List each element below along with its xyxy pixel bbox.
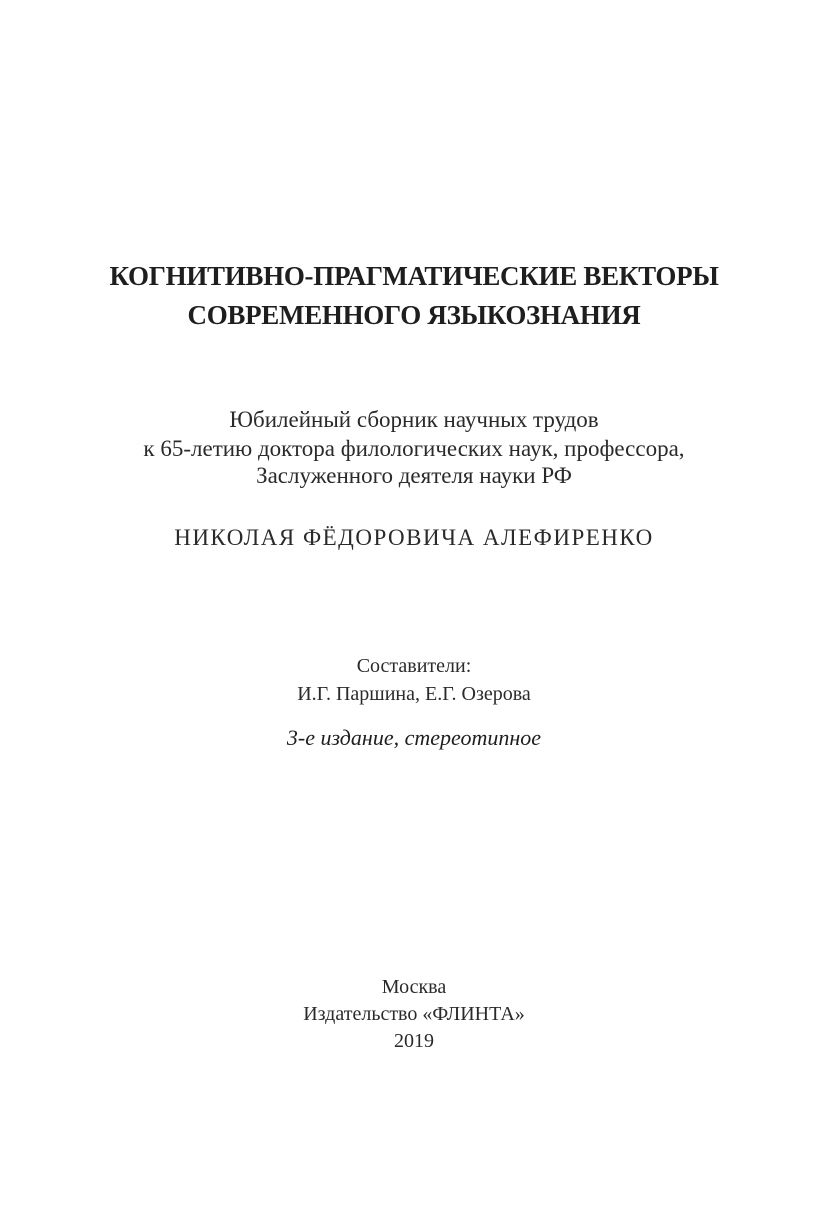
compilers-label: Составители: bbox=[356, 655, 472, 677]
imprint-city: Москва bbox=[381, 976, 447, 998]
subtitle-line-2: к 65-летию доктора филологических наук, профессора, bbox=[143, 436, 685, 461]
book-title-line-2: СОВРЕМЕННОГО ЯЗЫКОЗНАНИЯ bbox=[187, 300, 641, 330]
compilers-names: И.Г. Паршина, Е.Г. Озерова bbox=[297, 683, 531, 705]
imprint-year: 2019 bbox=[394, 1030, 434, 1052]
subtitle-line-3: Заслуженного деятеля науки РФ bbox=[256, 463, 572, 488]
book-title-line-1: КОГНИТИВНО-ПРАГМАТИЧЕСКИЕ ВЕКТОРЫ bbox=[109, 261, 719, 291]
subtitle-line-1: Юбилейный сборник научных трудов bbox=[229, 407, 599, 432]
honoree-name: НИКОЛАЯ ФЁДОРОВИЧА АЛЕФИРЕНКО bbox=[174, 525, 654, 550]
edition-note: 3-е издание, стереотипное bbox=[286, 725, 542, 750]
imprint-publisher: Издательство «ФЛИНТА» bbox=[303, 1003, 525, 1025]
